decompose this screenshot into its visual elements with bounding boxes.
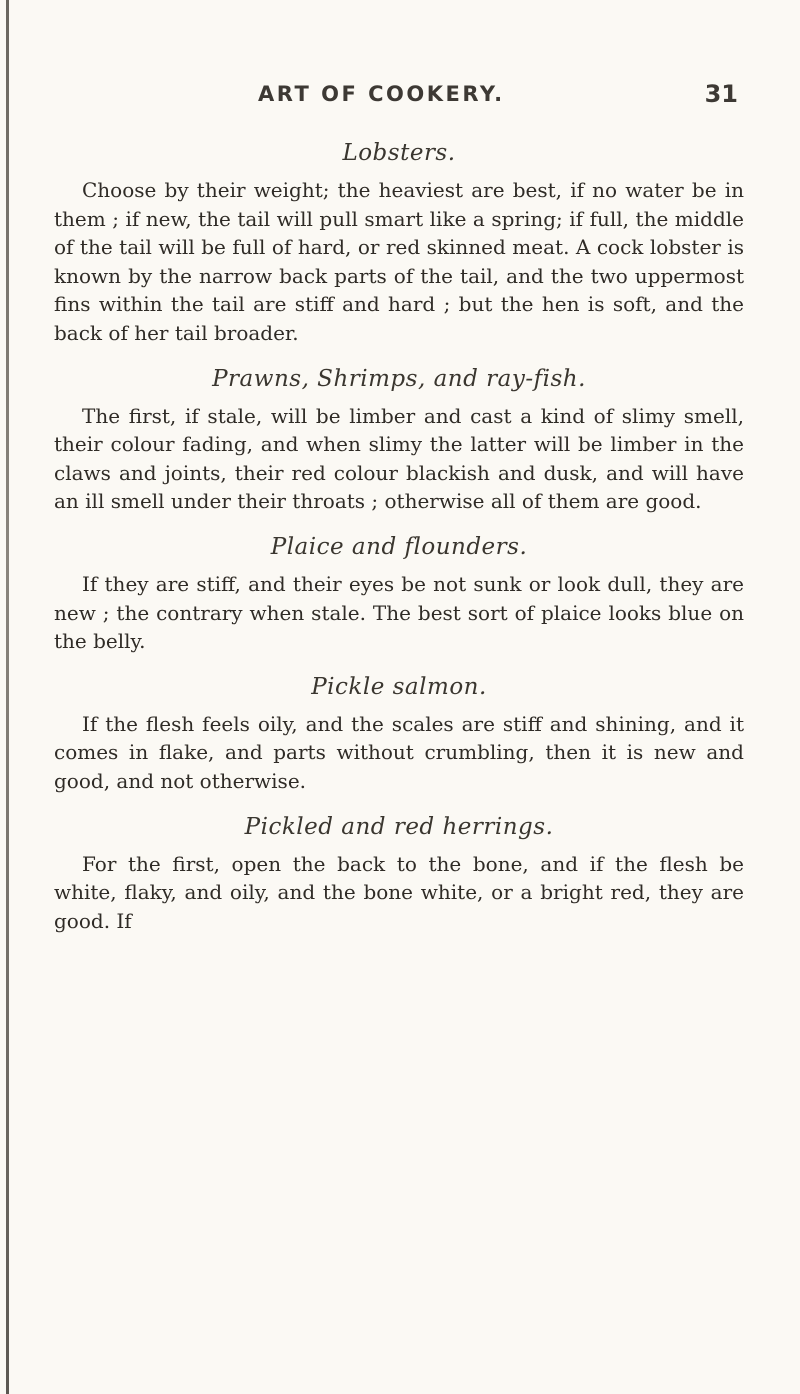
section-heading: Plaice and flounders.	[270, 533, 528, 560]
section-pickled-red-herrings	[54, 814, 744, 936]
section-heading: Prawns, Shrimps, and ray-fish.	[212, 365, 586, 392]
section-heading: Lobsters.	[342, 140, 456, 166]
section-paragraph: The first, if stale, will be limber and cast a kind of slimy smell, their colour fading, and when slimy the latter will be limber in the claws and joints, their red colour blackish and dusk, and will have an ill smell under their throats ; otherwise all of them are good.	[54, 403, 744, 514]
section-plaice-flounders	[54, 534, 744, 656]
section-paragraph: If they are stiff, and their eyes be not sunk or look dull, they are new ; the contrary when stale. The best sort of plaice looks blue on the belly.	[54, 571, 744, 654]
running-head-title: ART OF COOKERY.	[258, 82, 505, 106]
section-paragraph: Choose by their weight; the heaviest are best, if no water be in them ; if new, the tail will pull smart like a spring; if full, the middle of the tail will be full of hard, or red skinned meat. A cock lobster is known by the narrow back parts of the tail, and the two uppermost fins within the tail are stiff and hard ; but the hen is soft, and the back of her tail broader.	[54, 178, 744, 345]
section-heading: Pickle salmon.	[311, 673, 487, 700]
page-gutter-edge	[6, 0, 9, 1394]
section-paragraph: If the flesh feels oily, and the scales are stiff and shining, and it comes in flake, and parts without crumbling, then it is new and good, and not otherwise.	[54, 711, 744, 793]
page-body	[54, 140, 744, 935]
running-head	[258, 82, 738, 114]
page-number: 31	[704, 80, 738, 108]
section-lobsters	[54, 140, 744, 348]
section-prawns-shrimps-ray-fish	[54, 366, 744, 516]
section-pickle-salmon	[54, 674, 744, 796]
section-paragraph: For the first, open the back to the bone, and if the flesh be white, flaky, and oily, and the bone white, or a bright red, they are good. If	[54, 851, 744, 933]
section-heading: Pickled and red herrings.	[244, 813, 554, 840]
